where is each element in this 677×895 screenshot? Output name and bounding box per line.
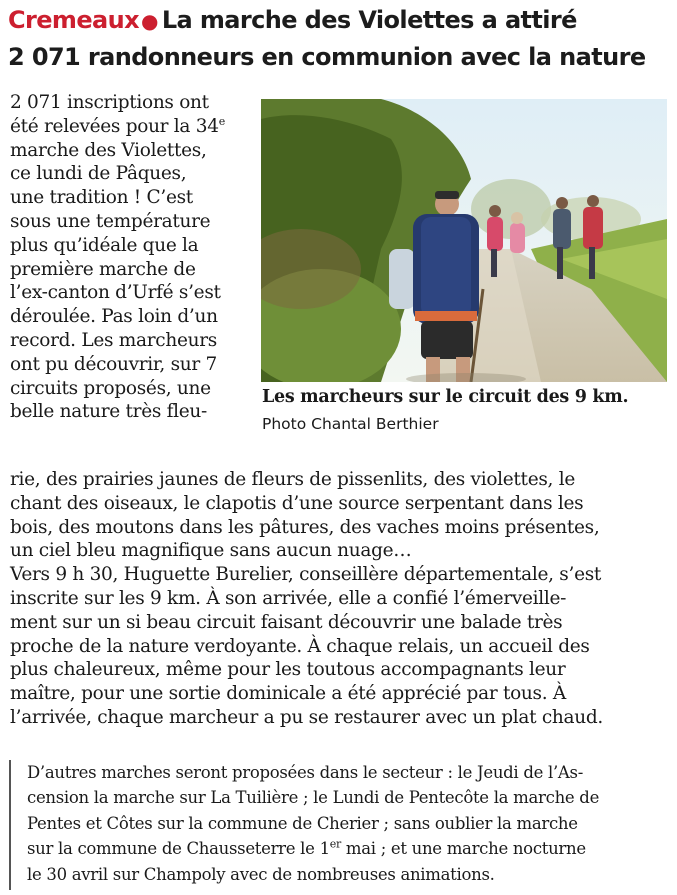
paragraph-line: ont pu découvrir, sur 7	[10, 353, 217, 375]
paragraph-line: plus qu’idéale que la	[10, 234, 199, 256]
box-line: cension la marche sur La Tuilière ; le Lundi de Pentecôte la marche de	[27, 788, 600, 808]
paragraph-line: record. Les marcheurs	[10, 329, 217, 351]
paragraph-line: inscrite sur les 9 km. À son arrivée, elle a confié l’émerveille-	[10, 587, 567, 609]
paragraph-line: sous une température	[10, 210, 211, 232]
photo-credit: Photo Chantal Berthier	[262, 415, 439, 433]
article-photo	[261, 99, 667, 382]
paragraph-line: proche de la nature verdoyante. À chaque relais, un accueil des	[10, 635, 590, 657]
box-line: Pentes et Côtes sur la commune de Cherier ; sans oublier la marche	[27, 813, 578, 833]
superscript: er	[329, 837, 341, 851]
superscript: e	[218, 114, 225, 128]
paragraph-line: première marche de	[10, 258, 196, 280]
paragraph-line: 2 071 inscriptions ont	[10, 92, 209, 113]
full-width-text	[10, 468, 670, 730]
left-column-text	[10, 91, 255, 424]
paragraph-line: une tradition ! C’est	[10, 187, 193, 209]
paragraph-line: belle nature très fleu-	[10, 401, 207, 423]
paragraph-line: maître, pour une sortie dominicale a été apprécié par tous. À	[10, 683, 566, 705]
paragraph-line: plus chaleureux, même pour les toutous accompagnants leur	[10, 659, 566, 681]
paragraph-line: rie, des prairies jaunes de fleurs de pissenlits, des violettes, le	[10, 469, 575, 490]
hikers-photo-illustration	[261, 99, 667, 382]
box-line: D’autres marches seront proposées dans le secteur : le Jeudi de l’As-	[27, 763, 583, 782]
paragraph-line: l’arrivée, chaque marcheur a pu se restaurer avec un plat chaud.	[10, 706, 603, 728]
headline-title-2: 2 071 randonneurs en communion avec la nature	[8, 43, 646, 71]
headline-title-1: La marche des Violettes a attiré	[161, 6, 577, 34]
paragraph-line: l’ex-canton d’Urfé s’est	[10, 282, 221, 304]
upcoming-walks-box	[27, 760, 667, 887]
photo-caption: Les marcheurs sur le circuit des 9 km.	[262, 387, 629, 407]
paragraph-line: marche des Violettes,	[10, 139, 207, 161]
headline	[8, 2, 673, 75]
bullet-dot-icon: ●	[140, 9, 158, 33]
headline-line-1	[8, 2, 673, 39]
paragraph-line: déroulée. Pas loin d’un	[10, 306, 218, 328]
paragraph-line: été relevées pour la 34e	[10, 114, 225, 137]
paragraph-line: circuits proposés, une	[10, 377, 211, 399]
paragraph-line: Vers 9 h 30, Huguette Burelier, conseillère départementale, s’est	[10, 564, 602, 586]
paragraph-line: ce lundi de Pâques,	[10, 163, 187, 185]
paragraph-line: un ciel bleu magnifique sans aucun nuage…	[10, 540, 412, 562]
box-line: le 30 avril sur Champoly avec de nombreuses animations.	[27, 864, 495, 884]
town-name: Cremeaux	[8, 6, 139, 34]
box-line: sur la commune de Chausseterre le 1er mai ; et une marche nocturne	[27, 837, 586, 859]
paragraph-line: bois, des moutons dans les pâtures, des vaches moins présentes,	[10, 516, 600, 538]
paragraph-line: ment sur un si beau circuit faisant découvrir une balade très	[10, 611, 563, 633]
paragraph-line: chant des oiseaux, le clapotis d’une source serpentant dans les	[10, 492, 584, 514]
